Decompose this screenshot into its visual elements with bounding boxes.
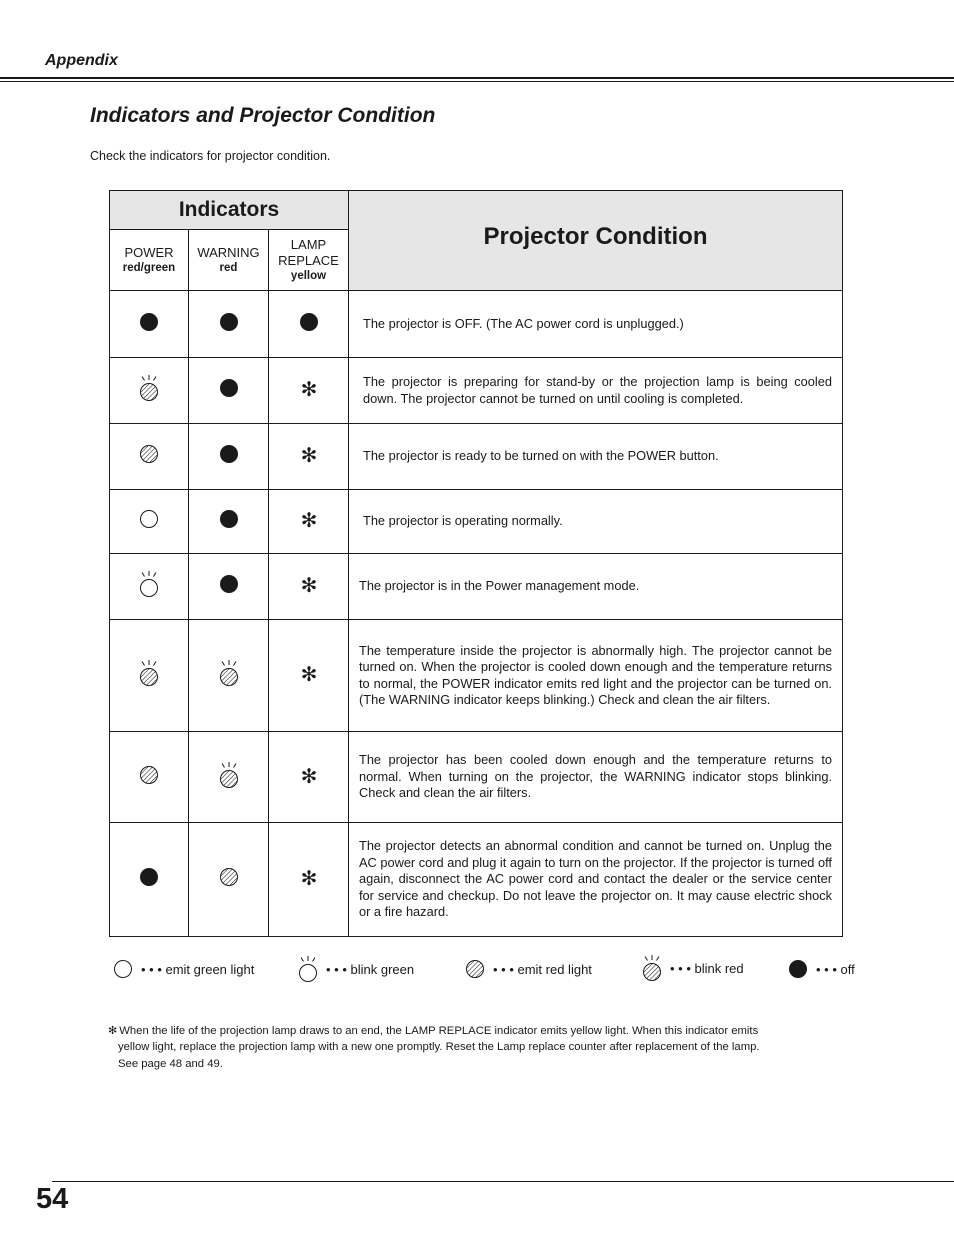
asterisk-icon xyxy=(297,377,321,399)
legend-label: • • • blink green xyxy=(326,961,415,977)
table-row xyxy=(110,291,843,358)
table-row xyxy=(110,358,843,424)
indicators-heading: Indicators xyxy=(110,191,349,230)
page-title: Indicators and Projector Condition xyxy=(90,104,436,127)
blink-red-icon xyxy=(137,658,161,688)
warning-indicator-cell xyxy=(189,358,269,424)
column-name-line2: REPLACE xyxy=(278,253,339,268)
blink-red-icon xyxy=(217,658,241,688)
warning-indicator-cell xyxy=(189,732,269,823)
off-icon xyxy=(217,377,241,399)
power-indicator-cell xyxy=(110,823,189,937)
power-indicator-cell xyxy=(110,490,189,554)
condition-text: The projector is in the Power management mode. xyxy=(349,554,843,620)
red-light-icon xyxy=(217,866,241,888)
asterisk-icon xyxy=(297,508,321,530)
power-indicator-cell xyxy=(110,554,189,620)
legend-blink-green xyxy=(296,954,414,984)
warning-indicator-cell xyxy=(189,823,269,937)
power-indicator-cell xyxy=(110,620,189,732)
off-icon xyxy=(786,958,816,980)
asterisk-icon xyxy=(297,764,321,786)
off-icon xyxy=(297,311,321,333)
blink-green-icon xyxy=(296,954,326,984)
column-header-warning xyxy=(189,230,269,291)
table-row xyxy=(110,424,843,490)
lamp-indicator-cell xyxy=(269,490,349,554)
header-rule-thin xyxy=(0,81,954,82)
column-color: red xyxy=(219,262,238,274)
power-indicator-cell xyxy=(110,358,189,424)
condition-text: The projector is OFF. (The AC power cord is unplugged.) xyxy=(349,291,843,358)
off-icon xyxy=(217,443,241,465)
lamp-indicator-cell xyxy=(269,620,349,732)
off-icon xyxy=(137,866,161,888)
asterisk-icon xyxy=(297,573,321,595)
table-row xyxy=(110,490,843,554)
blink-red-icon xyxy=(640,953,670,983)
header-rule xyxy=(0,77,954,79)
legend-green-light xyxy=(111,958,254,980)
condition-text: The projector detects an abnormal condition and cannot be turned on. Unplug the AC power cord and plug it again to turn on the projector. If the projector is turned off again, disconnect the AC power cord and contact the dealer or the service center for service and checkup. Do not leave the projector on. It may cause electric shock or a fire hazard. xyxy=(349,823,843,937)
off-icon xyxy=(217,311,241,333)
legend-label: • • • emit red light xyxy=(493,961,592,977)
warning-indicator-cell xyxy=(189,620,269,732)
asterisk-icon xyxy=(297,443,321,465)
svg-text:✻: ✻ xyxy=(300,763,317,786)
condition-text: The projector has been cooled down enough and the temperature returns to normal. When turning on the projector, the WARNING indicator stops blinking. Check and clean the air filters. xyxy=(349,732,843,823)
green-light-icon xyxy=(137,508,161,530)
off-icon xyxy=(217,573,241,595)
svg-text:✻: ✻ xyxy=(300,508,317,530)
power-indicator-cell xyxy=(110,424,189,490)
condition-text: The projector is operating normally. xyxy=(349,490,843,554)
condition-text: The projector is ready to be turned on with the POWER button. xyxy=(349,424,843,490)
blink-green-icon xyxy=(137,569,161,599)
asterisk-icon xyxy=(297,662,321,684)
page-number: 54 xyxy=(36,1183,69,1215)
warning-indicator-cell xyxy=(189,490,269,554)
table-row xyxy=(110,554,843,620)
warning-indicator-cell xyxy=(189,291,269,358)
svg-text:✻: ✻ xyxy=(300,866,317,888)
power-indicator-cell xyxy=(110,732,189,823)
footnote-line: yellow light, replace the projection lamp with a new one promptly. Reset the Lamp replace counter after replacement of the lamp. xyxy=(118,1041,760,1054)
legend-label: • • • emit green light xyxy=(141,961,255,977)
lamp-indicator-cell xyxy=(269,358,349,424)
svg-text:✻: ✻ xyxy=(300,662,317,684)
condition-text: The projector is preparing for stand-by or the projection lamp is being cooled down. The projector cannot be turned on until cooling is completed. xyxy=(349,358,843,424)
column-name-line1: LAMP xyxy=(290,237,327,252)
lamp-indicator-cell xyxy=(269,823,349,937)
blink-red-icon xyxy=(217,760,241,790)
lamp-indicator-cell xyxy=(269,554,349,620)
green-light-icon xyxy=(111,958,141,980)
footnote-line: See page 48 and 49. xyxy=(118,1057,223,1070)
column-name: POWER xyxy=(124,245,174,260)
condition-text: The temperature inside the projector is abnormally high. The projector cannot be turned on. When the projector is cooled down enough and the temperature returns to normal, the POWER indicator emits red light and the projector can be turned on. (The WARNING indicator keeps blinking.) Check and clean the air filters. xyxy=(349,620,843,732)
off-icon xyxy=(217,508,241,530)
column-header-lamp-replace xyxy=(269,230,349,291)
footnote-line: When the life of the projection lamp draws to an end, the LAMP REPLACE indicator emits yellow light. When this indicator emits xyxy=(119,1025,759,1037)
svg-text:✻: ✻ xyxy=(300,377,317,399)
lamp-indicator-cell xyxy=(269,424,349,490)
column-color: red/green xyxy=(122,262,176,274)
table-row xyxy=(110,823,843,937)
condition-heading: Projector Condition xyxy=(349,191,843,291)
table-row xyxy=(110,732,843,823)
footer-rule xyxy=(52,1181,954,1182)
column-color: yellow xyxy=(290,270,327,282)
section-label: Appendix xyxy=(45,52,118,69)
footnote xyxy=(108,1023,848,1072)
legend-blink-red xyxy=(640,953,744,983)
warning-indicator-cell xyxy=(189,424,269,490)
column-name: WARNING xyxy=(197,245,260,260)
svg-text:✻: ✻ xyxy=(300,443,317,465)
asterisk-icon: ✻ xyxy=(108,1025,118,1037)
table-row xyxy=(110,620,843,732)
warning-indicator-cell xyxy=(189,554,269,620)
red-light-icon xyxy=(137,764,161,786)
svg-text:✻: ✻ xyxy=(300,573,317,595)
power-indicator-cell xyxy=(110,291,189,358)
asterisk-icon xyxy=(297,866,321,888)
legend-label: • • • off xyxy=(816,961,855,977)
red-light-icon xyxy=(463,958,493,980)
legend-off xyxy=(786,958,855,980)
lamp-indicator-cell xyxy=(269,732,349,823)
blink-red-icon xyxy=(137,373,161,403)
intro-text: Check the indicators for projector condition. xyxy=(90,149,331,163)
lamp-indicator-cell xyxy=(269,291,349,358)
column-header-power xyxy=(110,230,189,291)
legend-red-light xyxy=(463,958,592,980)
red-light-icon xyxy=(137,443,161,465)
off-icon xyxy=(137,311,161,333)
indicator-table xyxy=(109,190,843,937)
legend-label: • • • blink red xyxy=(670,960,744,976)
